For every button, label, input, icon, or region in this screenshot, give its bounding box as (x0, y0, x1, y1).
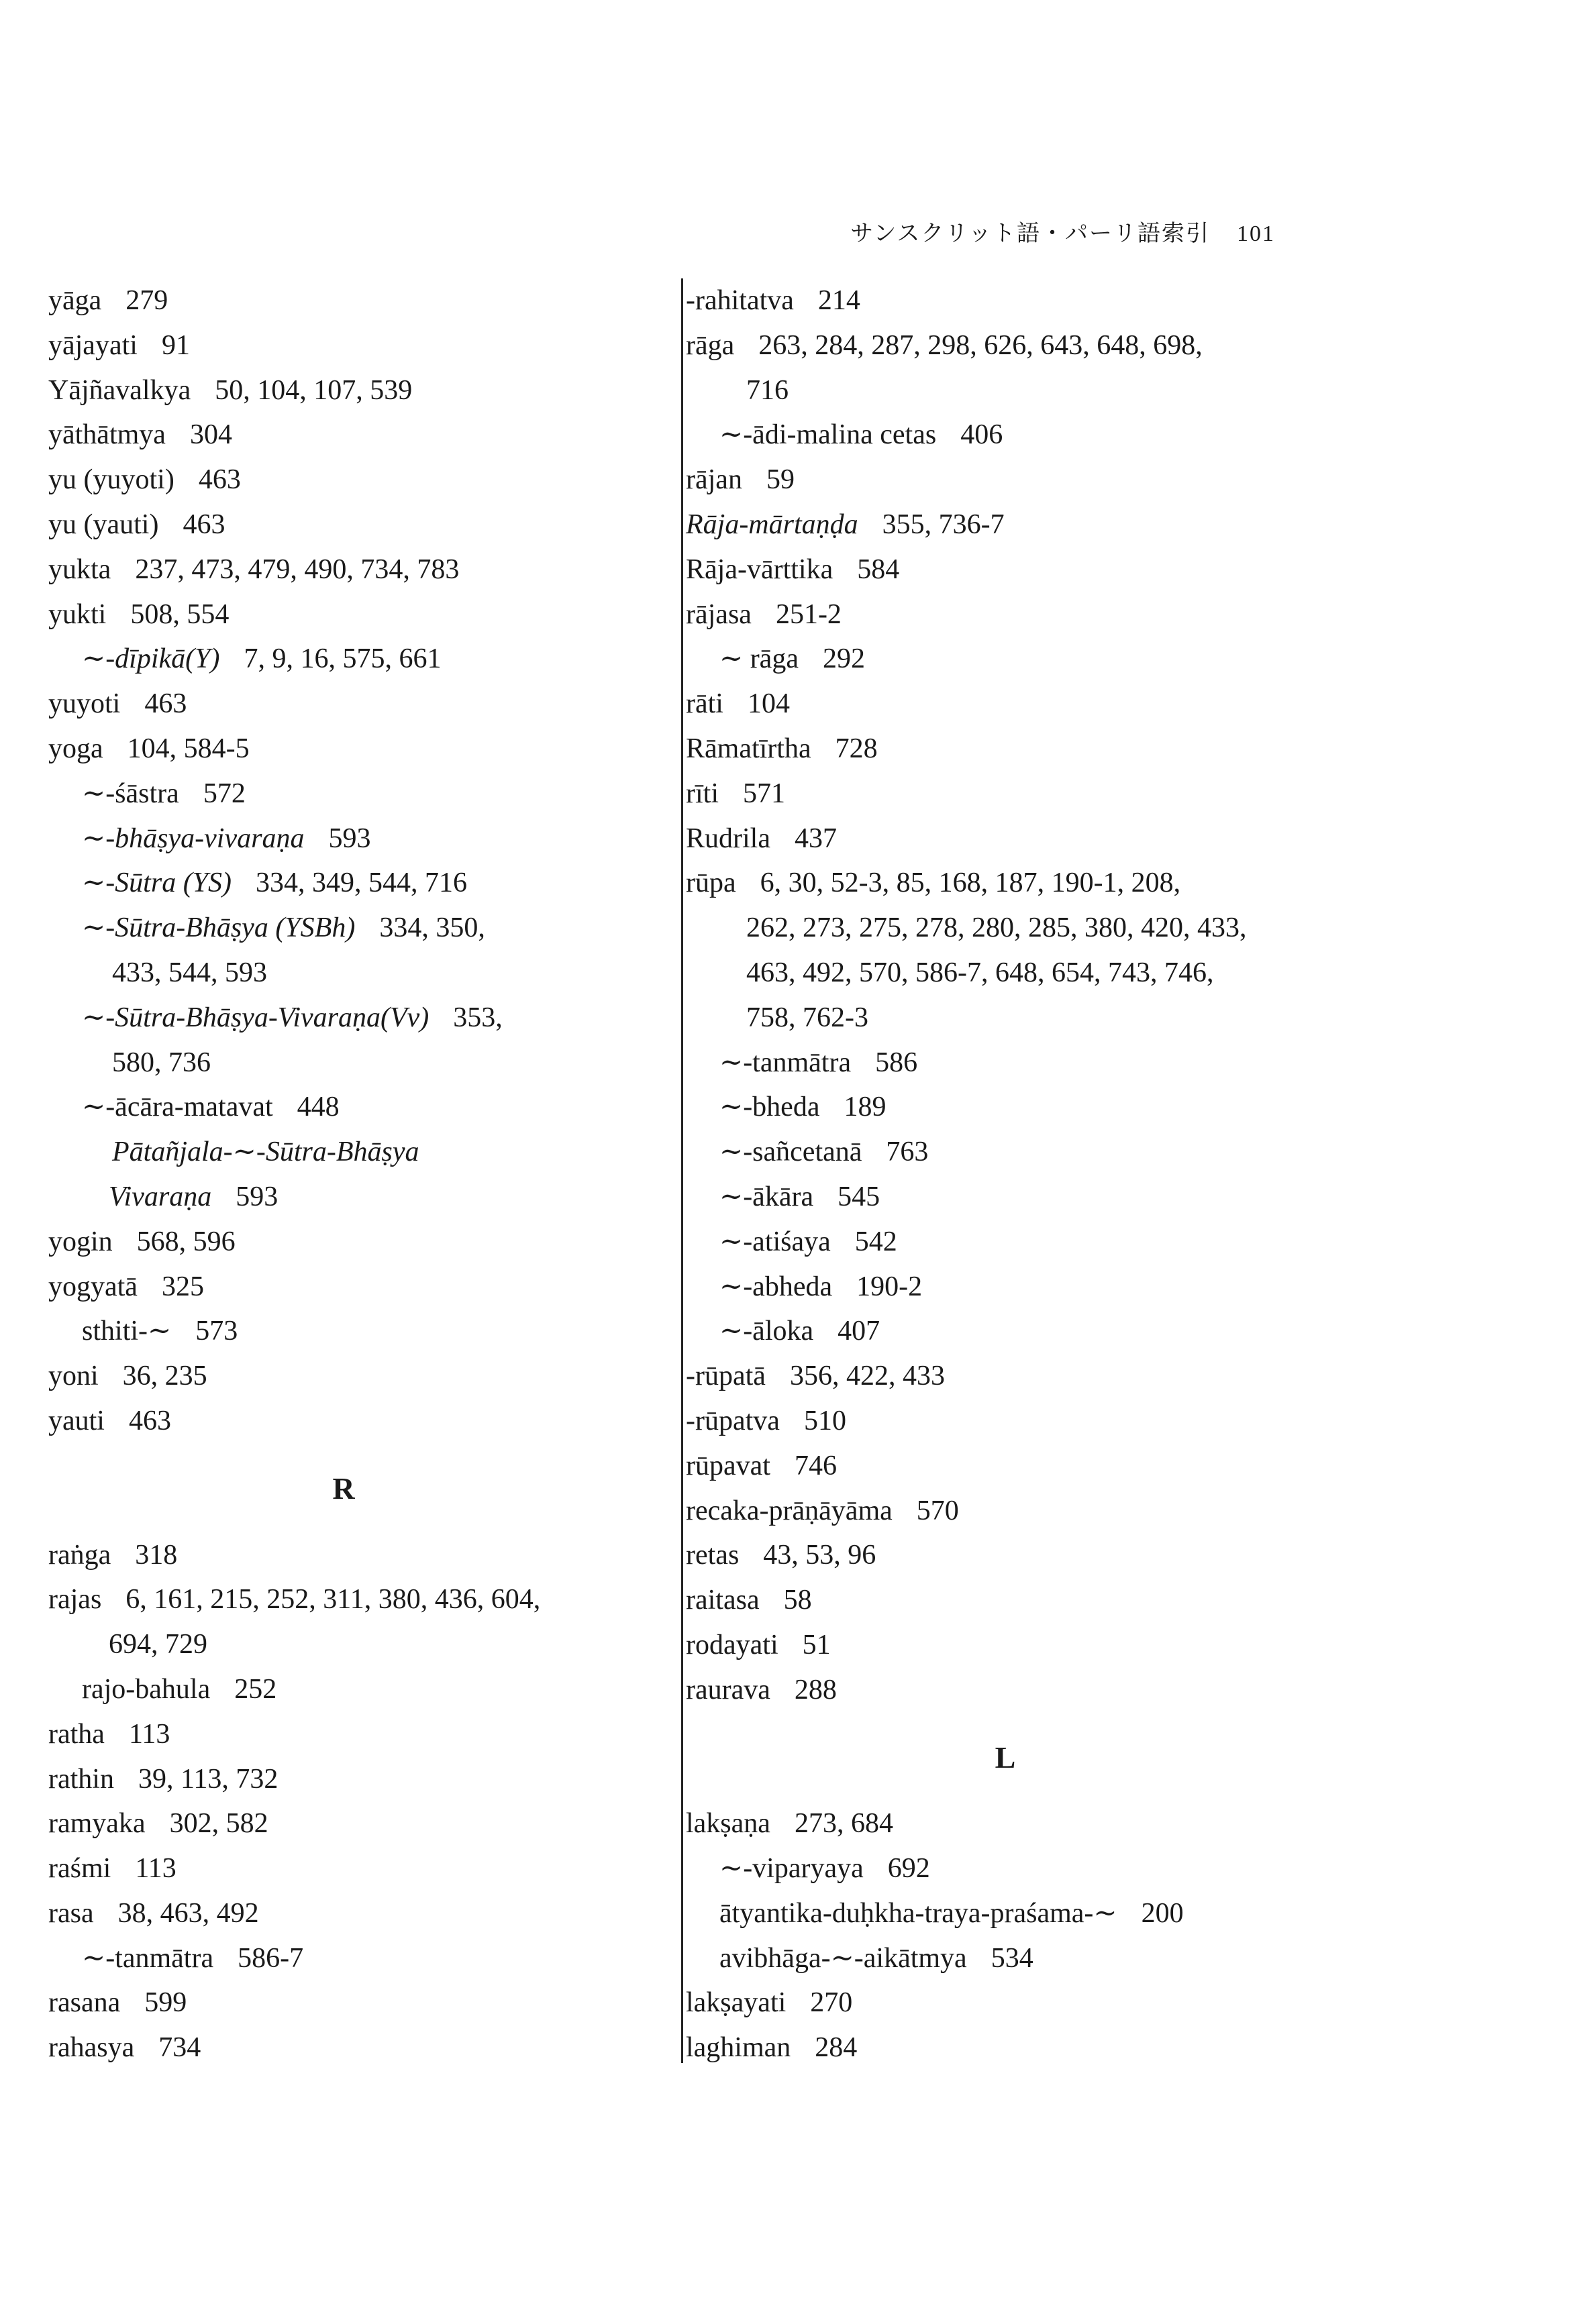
index-entry (683, 413, 1327, 458)
page-refs: 433, 544, 593 (112, 957, 267, 988)
section-heading: L (995, 1740, 1016, 1775)
page-refs: 58 (783, 1585, 812, 1616)
index-term: ∼-atiśaya (719, 1226, 831, 1257)
index-entry (683, 906, 1327, 951)
index-entry (683, 1668, 1327, 1713)
index-term: ∼-Sūtra-Bhāṣya (YSBh) (82, 912, 356, 944)
index-entry (48, 1846, 639, 1891)
page-refs: 334, 350, (379, 912, 485, 944)
page-refs: 251-2 (775, 598, 842, 630)
page-refs: 694, 729 (109, 1629, 207, 1660)
index-term: raitasa (686, 1585, 760, 1616)
index-entry (48, 772, 639, 816)
index-entry (48, 1757, 639, 1802)
index-entry (48, 323, 639, 368)
index-term: Vivaraṇa (109, 1181, 212, 1212)
page-refs: 728 (835, 733, 878, 764)
index-term: -rahitatva (686, 285, 794, 316)
index-entry (683, 637, 1327, 682)
page-refs: 545 (838, 1181, 880, 1212)
page-refs: 36, 235 (122, 1361, 207, 1392)
index-entry (48, 1891, 639, 1936)
index-term: yāthātmya (48, 419, 166, 451)
page-refs: 437 (794, 823, 837, 854)
index-entry (683, 1041, 1327, 1086)
index-entry (683, 1265, 1327, 1310)
index-entry (48, 458, 639, 503)
index-entry (48, 727, 639, 772)
page-refs: 586-7 (238, 1942, 304, 1974)
index-column-right (681, 278, 1327, 2063)
index-term: ∼-bhāṣya-vivaraṇa (82, 823, 305, 854)
index-entry (683, 278, 1327, 323)
index-entry (48, 1309, 639, 1354)
page-refs: 284 (815, 2032, 858, 2064)
index-term: yājayati (48, 329, 138, 361)
index-entry (683, 727, 1327, 772)
page-refs: 43, 53, 96 (763, 1540, 876, 1571)
page-refs: 353, (453, 1002, 503, 1033)
index-entry (683, 861, 1327, 906)
page-refs: 262, 273, 275, 278, 280, 285, 380, 420, 433, (746, 912, 1247, 944)
index-entry (48, 1577, 639, 1622)
section-heading: R (332, 1471, 355, 1506)
page-refs: 279 (125, 285, 168, 316)
index-term: ∼-viparyaya (719, 1853, 864, 1885)
index-entry (48, 1801, 639, 1846)
page-refs: 304 (189, 419, 232, 451)
index-term: ∼-śāstra (82, 778, 179, 809)
page-refs: 263, 284, 287, 298, 626, 643, 648, 698, (758, 329, 1203, 361)
page-refs: 104, 584-5 (127, 733, 250, 764)
page-refs: 200 (1141, 1897, 1184, 1929)
page-refs: 270 (810, 1987, 853, 2019)
page-refs: 273, 684 (794, 1808, 893, 1840)
page-refs: 586 (875, 1047, 918, 1078)
page-refs: 51 (802, 1629, 831, 1660)
index-term: yogyatā (48, 1271, 138, 1302)
page-refs: 463 (183, 509, 225, 540)
page-refs: 302, 582 (169, 1808, 268, 1840)
index-entry (48, 1622, 639, 1667)
index-term: yu (yuyoti) (48, 464, 174, 496)
index-entry (683, 1085, 1327, 1130)
index-entry (48, 1533, 639, 1578)
index-term: Rāja-vārttika (686, 553, 833, 585)
index-term: Rāja-mārtaṇḍa (686, 509, 858, 540)
index-entry (48, 503, 639, 547)
index-term: retas (686, 1540, 740, 1571)
page-refs: 288 (794, 1674, 837, 1705)
page-refs: 716 (746, 374, 789, 406)
index-term: ∼-Sūtra-Bhāṣya-Vivaraṇa(Vv) (82, 1002, 429, 1033)
page-refs: 510 (803, 1405, 846, 1436)
index-entry (683, 1354, 1327, 1399)
page-refs: 580, 736 (112, 1047, 211, 1078)
index-entry (683, 1980, 1327, 2025)
index-term: rajo-bahula (82, 1673, 211, 1705)
page-refs: 746 (794, 1450, 837, 1481)
page-refs: 763 (886, 1137, 929, 1168)
index-term: ∼-sañcetanā (719, 1137, 862, 1168)
index-entry (48, 2025, 639, 2070)
index-entry (683, 323, 1327, 368)
index-entry (683, 1578, 1327, 1623)
index-entry (683, 1801, 1327, 1846)
index-term: -rūpatva (686, 1405, 780, 1436)
index-entry (48, 278, 639, 323)
index-term: rājan (686, 464, 742, 496)
index-term: ∼-bheda (719, 1092, 820, 1123)
running-header (799, 215, 1275, 248)
index-term: ramyaka (48, 1808, 146, 1840)
index-term: yoni (48, 1361, 99, 1392)
page-refs: 734 (158, 2032, 201, 2064)
index-entry (683, 1399, 1327, 1444)
page-refs: 406 (960, 419, 1003, 451)
index-term: ∼ rāga (719, 643, 799, 675)
page-refs: 573 (195, 1316, 238, 1347)
index-entry (683, 1444, 1327, 1489)
page-refs: 593 (328, 823, 371, 854)
index-entry (48, 1667, 639, 1712)
index-entry (683, 1489, 1327, 1534)
index-entry (683, 547, 1327, 592)
index-entry (48, 413, 639, 458)
index-term: Rudrila (686, 823, 770, 854)
index-entry (683, 503, 1327, 547)
index-term: raurava (686, 1674, 770, 1705)
index-term: -rūpatā (686, 1361, 766, 1392)
index-term: ∼-tanmātra (719, 1047, 852, 1078)
index-term: ∼-dīpikā(Y) (82, 643, 220, 675)
index-entry (48, 1085, 639, 1130)
index-term: rāti (686, 688, 723, 720)
index-term: yukta (48, 553, 111, 585)
index-term: lakṣayati (686, 1987, 787, 2019)
page-refs: 91 (161, 329, 190, 361)
page-refs: 542 (854, 1226, 897, 1257)
index-entry (683, 458, 1327, 503)
index-term: rūpavat (686, 1450, 770, 1481)
index-term: ātyantika-duḥkha-traya-praśama-∼ (719, 1897, 1117, 1929)
page-refs: 692 (887, 1853, 930, 1885)
index-term: yoga (48, 733, 103, 764)
index-term: rajas (48, 1584, 102, 1616)
index-entry (683, 772, 1327, 816)
page-refs: 39, 113, 732 (138, 1763, 279, 1795)
page-refs: 463 (144, 688, 187, 720)
index-entry (48, 547, 639, 592)
index-term: yukti (48, 598, 107, 630)
page-refs: 463 (128, 1405, 171, 1436)
page-refs: 355, 736-7 (882, 509, 1005, 540)
index-term: yauti (48, 1405, 105, 1436)
page-refs: 325 (161, 1271, 204, 1302)
index-term: raṅga (48, 1539, 111, 1571)
index-entry (48, 906, 639, 951)
page-refs: 237, 473, 479, 490, 734, 783 (135, 553, 460, 585)
index-term: yu (yauti) (48, 509, 159, 540)
page-refs: 534 (991, 1942, 1033, 1974)
index-term: recaka-prāṇāyāma (686, 1495, 893, 1526)
page-refs: 190-2 (856, 1271, 923, 1302)
index-entry (683, 682, 1327, 727)
page-refs: 189 (844, 1092, 887, 1123)
page-refs: 463, 492, 570, 586-7, 648, 654, 743, 746, (746, 957, 1214, 988)
index-term: Yājñavalkya (48, 374, 191, 406)
index-entry (48, 1175, 639, 1220)
index-entry (683, 592, 1327, 637)
index-entry (683, 996, 1327, 1041)
index-entry (683, 1175, 1327, 1220)
index-term: ∼-Sūtra (YS) (82, 867, 232, 899)
index-term: ∼-ācāra-matavat (82, 1092, 273, 1123)
index-term: yuyoti (48, 688, 121, 720)
page-refs: 6, 161, 215, 252, 311, 380, 436, 604, (125, 1584, 541, 1616)
header-title: サンスクリット語・パーリ語索引 (850, 221, 1210, 246)
index-entry (48, 682, 639, 727)
page-refs: 599 (144, 1987, 187, 2019)
index-entry (683, 1533, 1327, 1578)
index-entry (683, 1220, 1327, 1265)
index-entry (48, 637, 639, 682)
index-entry (48, 996, 639, 1041)
index-entry (48, 368, 639, 413)
index-term: rūpa (686, 867, 736, 899)
index-term: ∼-tanmātra (82, 1942, 214, 1974)
index-entry (683, 951, 1327, 996)
page-refs: 356, 422, 433 (789, 1361, 945, 1392)
index-entry (48, 1354, 639, 1399)
index-term: ratha (48, 1718, 105, 1750)
index-term: ∼-ākāra (719, 1181, 814, 1212)
index-column-left (48, 278, 639, 2070)
page-refs: 6, 30, 52-3, 85, 168, 187, 190-1, 208, (760, 867, 1181, 899)
page-refs: 38, 463, 492 (117, 1897, 259, 1929)
index-entry (48, 592, 639, 637)
index-entry (48, 861, 639, 906)
page-refs: 104 (747, 688, 790, 720)
page-refs: 407 (838, 1316, 880, 1347)
page-refs: 214 (817, 285, 860, 316)
index-term: ∼-ādi-malina cetas (719, 419, 937, 451)
index-entry (683, 1130, 1327, 1175)
page-refs: 593 (236, 1181, 279, 1212)
index-entry (48, 1220, 639, 1265)
page-refs: 448 (297, 1092, 340, 1123)
index-term: rahasya (48, 2032, 135, 2064)
index-term: lakṣaṇa (686, 1808, 770, 1840)
index-term: rīti (686, 778, 719, 809)
page-refs: 252 (234, 1673, 277, 1705)
index-term: rathin (48, 1763, 114, 1795)
page-refs: 572 (203, 778, 246, 809)
page-refs: 570 (916, 1495, 959, 1526)
index-term: rājasa (686, 598, 752, 630)
page-refs: 113 (135, 1853, 176, 1885)
page-refs: 318 (135, 1539, 178, 1571)
index-entry (48, 816, 639, 861)
page-refs: 59 (766, 464, 795, 496)
index-term: yāga (48, 285, 102, 316)
index-term: laghiman (686, 2032, 791, 2064)
index-entry (683, 368, 1327, 413)
page-refs: 7, 9, 16, 575, 661 (244, 643, 442, 675)
index-entry (48, 1712, 639, 1757)
index-entry (683, 1623, 1327, 1668)
index-entry (48, 1399, 639, 1444)
index-term: raśmi (48, 1853, 111, 1885)
index-term: avibhāga-∼-aikātmya (719, 1942, 967, 1974)
page-refs: 568, 596 (136, 1226, 236, 1257)
index-entry (48, 1265, 639, 1310)
index-term: rodayati (686, 1629, 778, 1660)
index-entry (683, 2025, 1327, 2070)
page-refs: 584 (857, 553, 900, 585)
page-refs: 508, 554 (130, 598, 230, 630)
index-term: rasana (48, 1987, 121, 2019)
page-refs: 571 (743, 778, 785, 809)
index-term: sthiti-∼ (82, 1316, 172, 1347)
index-entry (683, 1846, 1327, 1891)
page-refs: 292 (822, 643, 865, 675)
index-entry (48, 1130, 639, 1175)
page-refs: 463 (198, 464, 241, 496)
page-refs: 113 (128, 1718, 170, 1750)
page-refs: 334, 349, 544, 716 (256, 867, 468, 899)
page-number: 101 (1237, 221, 1275, 246)
index-entry (48, 1041, 639, 1086)
index-term: ∼-abheda (719, 1271, 833, 1302)
page-refs: 50, 104, 107, 539 (215, 374, 413, 406)
index-term: ∼-āloka (719, 1316, 814, 1347)
index-entry (683, 1891, 1327, 1936)
index-entry (683, 1936, 1327, 1981)
index-term: rasa (48, 1897, 94, 1929)
index-entry (683, 816, 1327, 861)
index-entry (48, 951, 639, 996)
index-term: Rāmatīrtha (686, 733, 811, 764)
index-entry (48, 1936, 639, 1981)
index-term: Pātañjala-∼-Sūtra-Bhāṣya (112, 1137, 419, 1168)
index-term: yogin (48, 1226, 113, 1257)
index-term: rāga (686, 329, 735, 361)
page-refs: 758, 762-3 (746, 1002, 868, 1033)
index-entry (48, 1980, 639, 2025)
index-entry (683, 1309, 1327, 1354)
